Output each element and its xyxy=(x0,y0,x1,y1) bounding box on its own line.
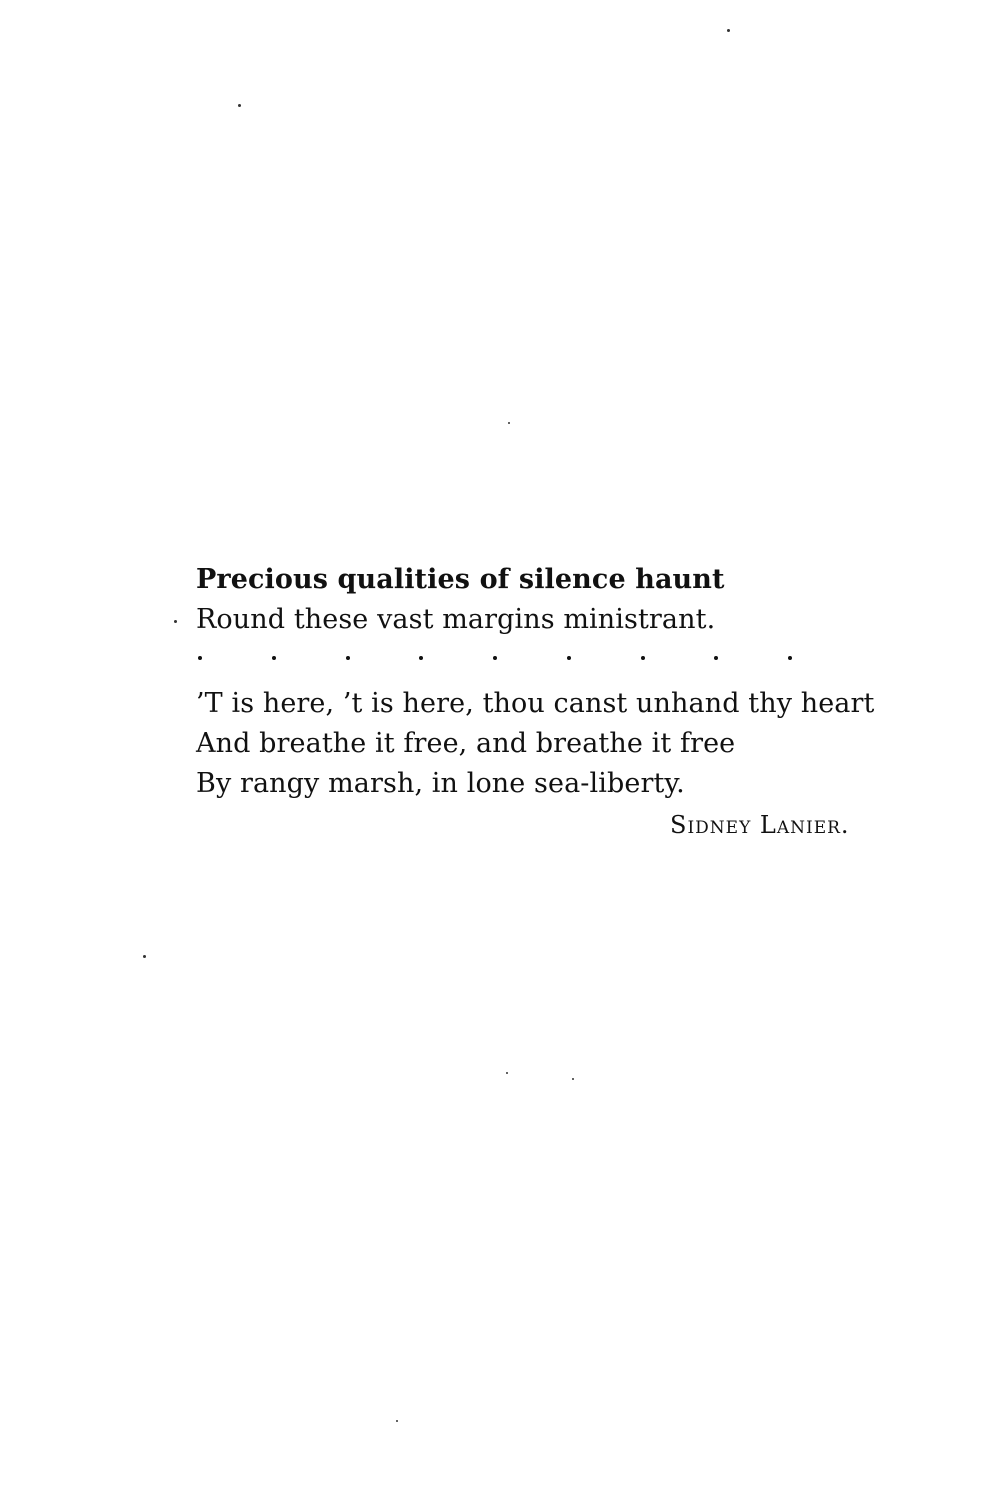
ellipsis-dot xyxy=(419,656,423,660)
scan-speck xyxy=(174,620,177,623)
scan-speck xyxy=(508,422,510,424)
poem-line: Round these vast margins ministrant. xyxy=(196,604,716,635)
poem-line: Precious qualities of silence haunt xyxy=(196,564,725,595)
stanza-first xyxy=(196,560,916,640)
scan-speck xyxy=(727,29,730,32)
poem-excerpt xyxy=(196,560,916,804)
ellipsis-dot xyxy=(272,656,276,660)
ellipsis-dot xyxy=(198,656,202,660)
ellipsis-dot xyxy=(346,656,350,660)
ellipsis-dot xyxy=(567,656,571,660)
ellipsis-dot xyxy=(641,656,645,660)
ellipsis-dot xyxy=(714,656,718,660)
author-attribution: Sidney Lanier. xyxy=(670,811,850,839)
poem-line: And breathe it free, and breathe it free xyxy=(196,728,736,759)
stanza-second xyxy=(196,684,916,804)
ellipsis-dots xyxy=(198,644,792,672)
scan-speck xyxy=(396,1420,398,1422)
scan-speck xyxy=(238,104,241,107)
poem-line: By rangy marsh, in lone sea-liberty. xyxy=(196,768,685,799)
scan-speck xyxy=(143,955,146,958)
ellipsis-dot xyxy=(788,656,792,660)
scan-speck xyxy=(572,1078,574,1080)
scan-speck xyxy=(506,1072,508,1074)
poem-line: ’T is here, ’t is here, thou canst unhand thy heart xyxy=(196,688,875,719)
ellipsis-dot xyxy=(493,656,497,660)
